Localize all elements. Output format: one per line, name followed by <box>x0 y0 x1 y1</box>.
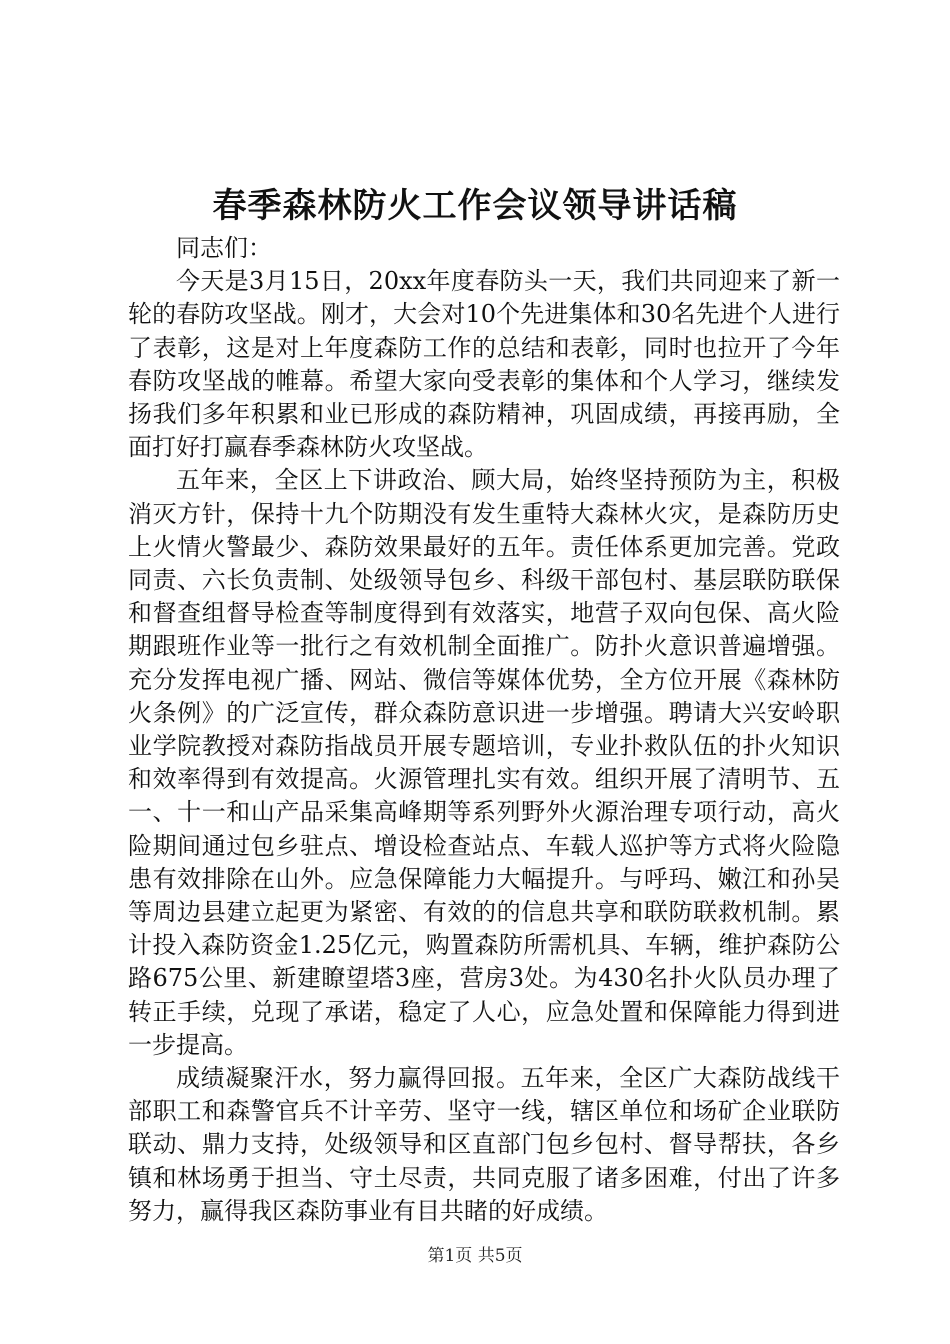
page-footer: 第1页 共5页 <box>427 1246 523 1266</box>
paragraph: 五年来，全区上下讲政治、顾大局，始终坚持预防为主，积极消灭方针，保持十九个防期没有发生重特大森林火灾，是森防历史上火情火警最少、森防效果最好的五年。责任体系更加完善。党政同责、六长负责制、处级领导包乡、科级干部包村、基层联防联保和督查组督导检查等制度得到有效落实，地营子双向包保、高火险期跟班作业等一批行之有效机制全面推广。防扑火意识普遍增强。充分发挥电视广播、网站、微信等媒体优势，全方位开展《森林防火条例》的广泛宣传，群众森防意识进一步增强。聘请大兴安岭职业学院教授对森防指战员开展专题培训，专业扑救队伍的扑火知识和效率得到有效提高。火源管理扎实有效。组织开展了清明节、五一、十一和山产品采集高峰期等系列野外火源治理专项行动，高火险期间通过包乡驻点、增设检查站点、车载人巡护等方式将火险隐患有效排除在山外。应急保障能力大幅提升。与呼玛、嫩江和孙吴等周边县建立起更为紧密、有效的的信息共享和联防联救机制。累计投入森防资金1.25亿元，购置森防所需机具、车辆，维护森防公路675公里、新建瞭望塔3座，营房3处。为430名扑火队员办理了转正手续，兑现了承诺，稳定了人心，应急处置和保障能力得到进一步提高。 <box>128 466 840 1059</box>
document-title: 春季森林防火工作会议领导讲话稿 <box>212 186 738 226</box>
document-body <box>128 232 840 1228</box>
paragraph: 今天是3月15日，20xx年度春防头一天，我们共同迎来了新一轮的春防攻坚战。刚才，大会对10个先进集体和30名先进个人进行了表彰，这是对上年度森防工作的总结和表彰，同时也拉开了今年春防攻坚战的帷幕。希望大家向受表彰的集体和个人学习，继续发扬我们多年积累和业已形成的森防精神，巩固成绩，再接再励，全面打好打赢春季森林防火攻坚战。 <box>128 267 840 462</box>
paragraph: 成绩凝聚汗水，努力赢得回报。五年来，全区广大森防战线干部职工和森警官兵不计辛劳、坚守一线，辖区单位和场矿企业联防联动、鼎力支持，处级领导和区直部门包乡包村、督导帮扶，各乡镇和林场勇于担当、守土尽责，共同克服了诸多困难，付出了许多努力，赢得我区森防事业有目共睹的好成绩。 <box>128 1064 840 1225</box>
salutation: 同志们： <box>176 234 272 262</box>
